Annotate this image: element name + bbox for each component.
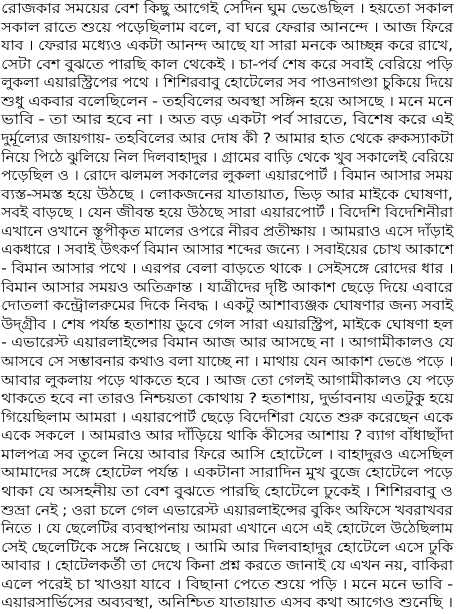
text-line: পড়েছিল ও । রোদে ঝলমল সকালের লুকলা এয়ারপোর্ট । বিমান আসার সময়	[1, 168, 453, 185]
text-line: এখানে ওখানে স্তূপীকৃত মালের ওপরে নীরব প্রতীক্ষায় । আমরাও এসে দাঁড়াই	[1, 223, 453, 240]
text-line: একে সকলে । আমরাও আর দাঁড়িয়ে থাকি কীসের আশায় ? ব্যাগ বাঁধাছাঁদা	[1, 428, 454, 445]
text-line: যাব । ফেরার মধ্যেও একটা আনন্দ আছে যা সারা মনকে আচ্ছন্ন করে রাখে,	[1, 38, 453, 55]
text-line: দোতলা কন্ট্রোলরুমের দিকে নিবদ্ধ । একটু আশাব্যঞ্জক ঘোষণার জন্য সবাই	[1, 298, 454, 315]
text-line: থাকতে হবে না তারও নিশ্চয়তা কোথায় ? হতাশায়, দুর্ভাবনায় এতটুকু হয়ে	[1, 391, 454, 408]
text-line: শুধু একবার বলেছিলেন - তহবিলের অবস্থা সঙ্গিন হয়ে আসছে । মনে মনে	[1, 93, 453, 110]
text-line: বিমান আসার সময়ও অতিক্রান্ত । যাত্রীদের দৃষ্টি আকাশ ছেড়ে দিয়ে এবারে	[1, 279, 453, 296]
text-line: - এভারেস্ট এয়ারলাইন্সের বিমান আজ আর আসছে না । আগামীকালও যে	[1, 335, 454, 352]
text-line: আবার লুকলায় পড়ে থাকতে হবে । আজ তো গেলই আগামীকালও যে পড়ে	[1, 372, 454, 389]
text-line: এলে পরেই চা খাওয়া যাবে । বিছানা পেতে শুয়ে পড়ি । মনে মনে ভাবি -	[1, 576, 453, 593]
text-line: লুকলা এয়ারস্ট্রিপের পথে । শিশিরবাবু হোটেলের সব পাওনাগণ্ডা চুকিয়ে দিয়ে	[1, 75, 453, 92]
text-line: মালপত্র সব তুলে নিয়ে আবার ফিরে আসি হোটেলে । বাহাদুরও এসেছিল	[1, 446, 454, 463]
text-line: নিতে । যে ছেলেটির ব্যবস্থাপনায় আমরা এখানে এসে এই হোটেলে উঠেছিলাম	[1, 521, 453, 538]
text-line: একধারে । সবাই উৎকর্ণ বিমান আসার শব্দের জন্যে । সবাইয়ের চোখ আকাশে	[1, 242, 454, 259]
text-line: থাকা যে অসহনীয় তা বেশ বুঝতে পারছি হোটেলে ঢুকেই । শিশিরবাবু ও	[1, 483, 453, 500]
text-line: সেই ছেলেটিকে সঙ্গে নিয়েছে । আমি আর দিলবাহাদুর হোটেলে এসে ঢুকি	[1, 539, 454, 556]
text-line: দুর্মূল্যের জায়গায়- তহবিলের আর দোষ কী ? আমার হাত থেকে রুকস্যাকটা	[1, 131, 454, 148]
text-line: ব্যস্ত-সমস্ত হয়ে উঠছে । লোকজনের যাতায়াত, ভিড় আর মাইকে ঘোষণা,	[1, 186, 453, 203]
text-line: - বিমান আসার পথে । এরপর বেলা বাড়তে থাকে । সেইসঙ্গে রোদের ধার ।	[1, 261, 454, 278]
text-line: সকাল রাতে শুয়ে পড়েছিলাম বলে, বা ঘরে ফেরার আনন্দে । আজ ফিরে	[1, 19, 453, 36]
text-line: উদ্‌গ্রীব । শেষ পর্যন্ত হতাশায় ডুবে গেল সারা এয়ারস্ট্রিপ, মাইকে ঘোষণা হল	[1, 316, 453, 333]
text-line: আবার । হোটেলকর্তী তা দেখে কিনা প্রশ্ন করতে জানাই যে এখন নয়, বাকিরা	[1, 558, 453, 575]
text-line: গিয়েছিলাম আমরা । এয়ারপোর্ট ছেড়ে বিদেশিরা যেতে শুরু করেছেন একে	[1, 409, 453, 426]
text-line: এয়ারসার্ভিসের অব্যবস্থা, অনিশ্চিত যাতায়াত এসব কথা আগেও শুনেছি ।	[1, 595, 453, 612]
text-line: সেটা বেশ বুঝতে পারছি কাল থেকেই । চা-পর্ব শেষ করে সবাই বেরিয়ে পড়ি	[1, 56, 453, 73]
text-line: নিয়ে পিঠে ঝুলিয়ে নিল দিলবাহাদুর । গ্রামের বাড়ি থেকে খুব সকালেই বেরিয়ে	[1, 149, 454, 166]
text-line: সবই বাড়ছে । যেন জীবন্ত হয়ে উঠছে সারা এয়ারপোর্ট । বিদেশি বিদেশিনীরা	[1, 205, 453, 222]
text-line: আসবে সে সম্ভাবনার কথাও বলা যাচ্ছে না । মাথায় যেন আকাশ ভেঙে পড়ে ।	[1, 353, 454, 370]
text-line: রোজকার সময়ের বেশ কিছু আগেই সেদিন ঘুম ভেঙেছিল । হয়তো সকাল	[1, 1, 454, 17]
text-line: ভাবি - তা আর হবে না । অত বড় একটা পর্ব সারতে, বিশেষ করে এই	[1, 112, 453, 129]
text-line: শুভ্রা নেই ; ওরা চলে গেল এভারেস্ট এয়ারলাইন্সের বুকিং অফিসে খবরাখবর	[1, 502, 453, 519]
text-line: আমাদের সঙ্গে হোটেল পর্যন্ত । একটানা সারাদিন মুখ বুজে হোটেলে পড়ে	[1, 465, 453, 482]
